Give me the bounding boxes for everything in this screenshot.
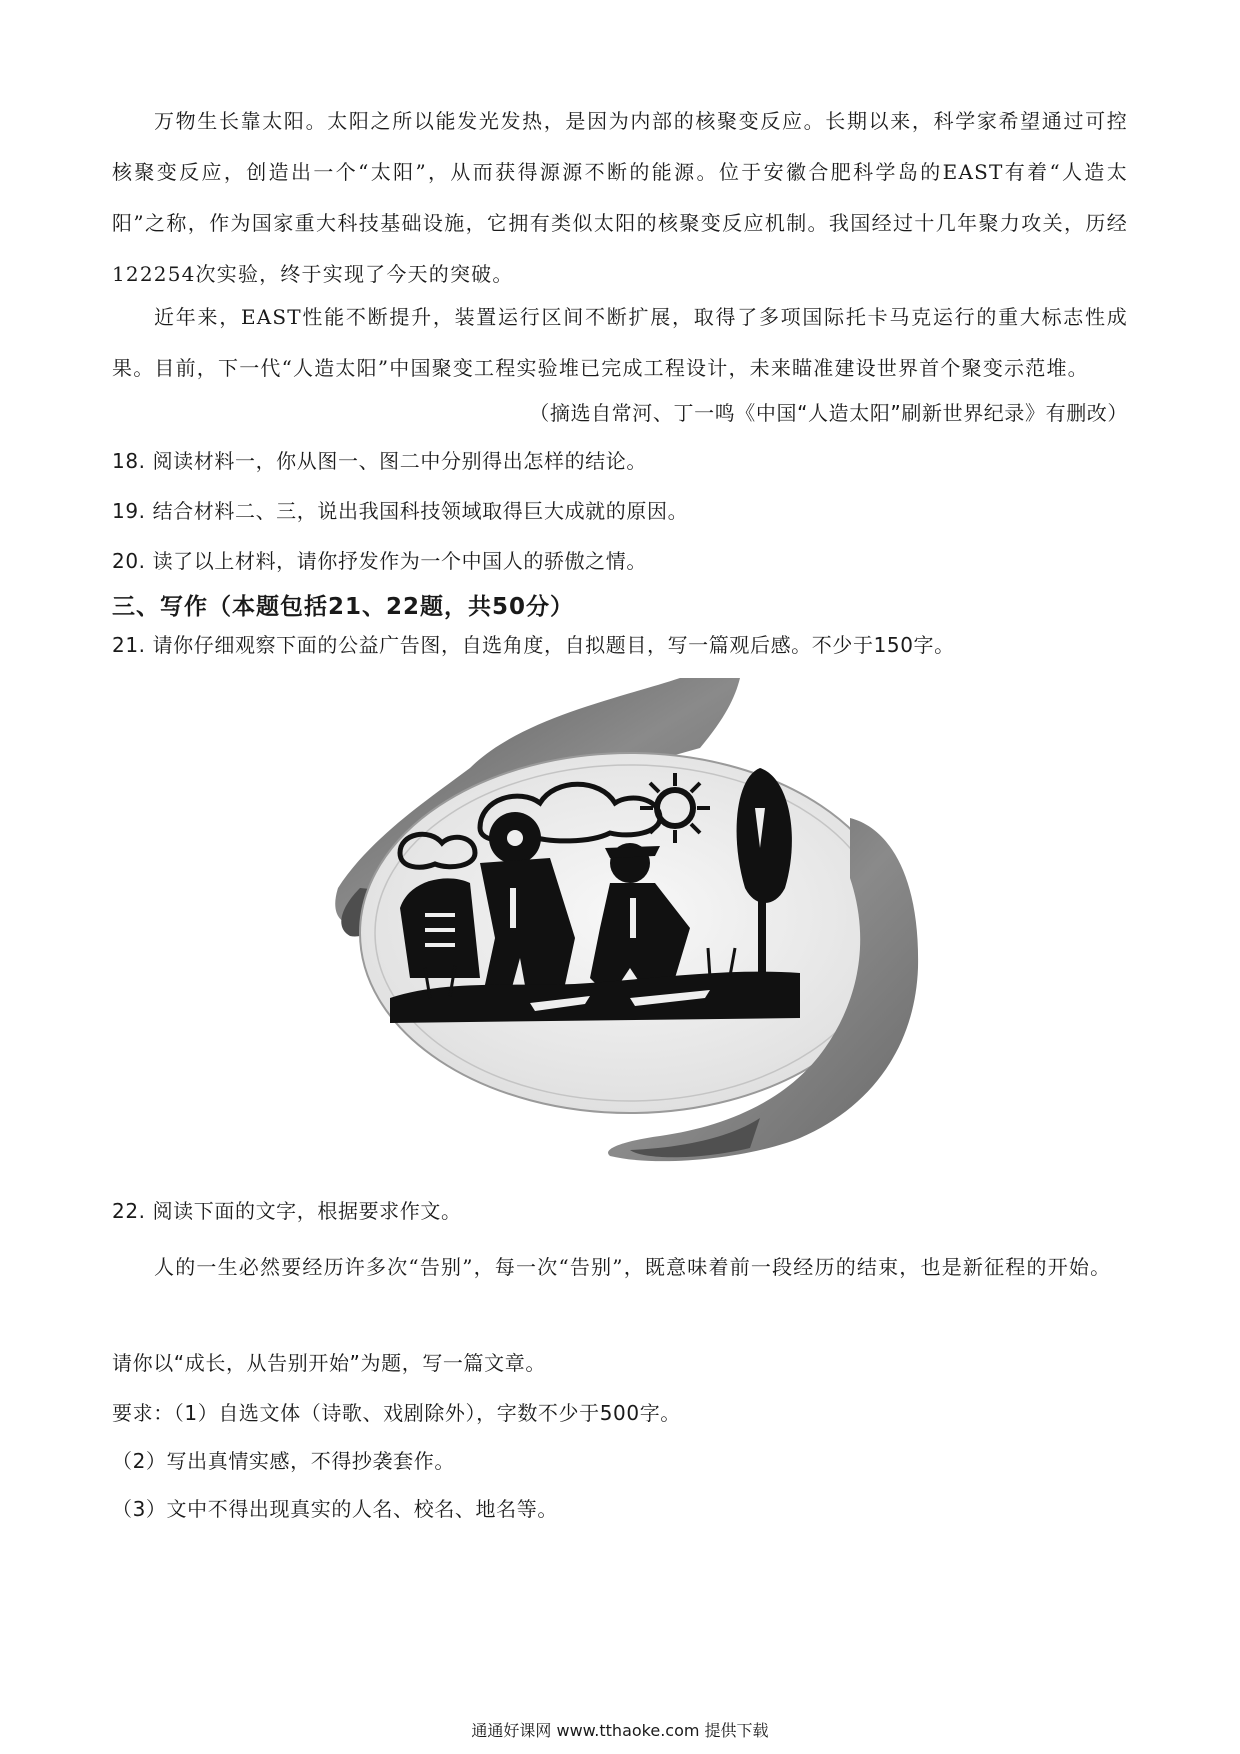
material-source: （摘选自常河、丁一鸣《中国“人造太阳”刷新世界纪录》有删改） [529,401,1128,425]
requirement-3: （3）文中不得出现真实的人名、校名、地名等。 [112,1497,558,1521]
hands-holding-papercut-plate [330,678,920,1178]
material-paragraph-2: 近年来，EAST性能不断提升，装置运行区间不断扩展，取得了多项国际托卡马克运行的重大标志性成果。目前，下一代“人造太阳”中国聚变工程实验堆已完成工程设计，未来瞄准建设世界首个聚变示范堆。 [112,305,1128,380]
material-paragraph-1: 万物生长靠太阳。太阳之所以能发光发热，是因为内部的核聚变反应。长期以来，科学家希望通过可控核聚变反应，创造出一个“太阳”，从而获得源源不断的能源。位于安徽合肥科学岛的EAST有着“人造太阳”之称，作为国家重大科技基础设施，它拥有类似太阳的核聚变反应机制。我国经过十几年聚力攻关，历经122254次实验，终于实现了今天的突破。 [112,109,1128,286]
requirement-1: 要求：（1）自选文体（诗歌、戏剧除外），字数不少于500字。 [112,1401,681,1425]
section-writing-heading: 三、写作（本题包括21、22题，共50分） [112,594,575,620]
question-18: 18. 阅读材料一，你从图一、图二中分别得出怎样的结论。 [112,449,647,473]
footer-watermark: 通通好课网 www.tthaoke.com 提供下载 [471,1721,769,1740]
public-service-ad-image [330,678,920,1178]
question-20: 20. 读了以上材料，请你抒发作为一个中国人的骄傲之情。 [112,549,647,573]
question-22: 22. 阅读下面的文字，根据要求作文。 [112,1199,462,1223]
question-19: 19. 结合材料二、三，说出我国科技领域取得巨大成就的原因。 [112,499,689,523]
question-22-material: 人的一生必然要经历许多次“告别”，每一次“告别”，既意味着前一段经历的结束，也是新征程的开始。 [154,1255,1112,1279]
question-21: 21. 请你仔细观察下面的公益广告图，自选角度，自拟题目，写一篇观后感。不少于150字。 [112,633,955,657]
question-22-prompt: 请你以“成长，从告别开始”为题，写一篇文章。 [112,1351,546,1375]
requirement-2: （2）写出真情实感，不得抄袭套作。 [112,1449,455,1473]
